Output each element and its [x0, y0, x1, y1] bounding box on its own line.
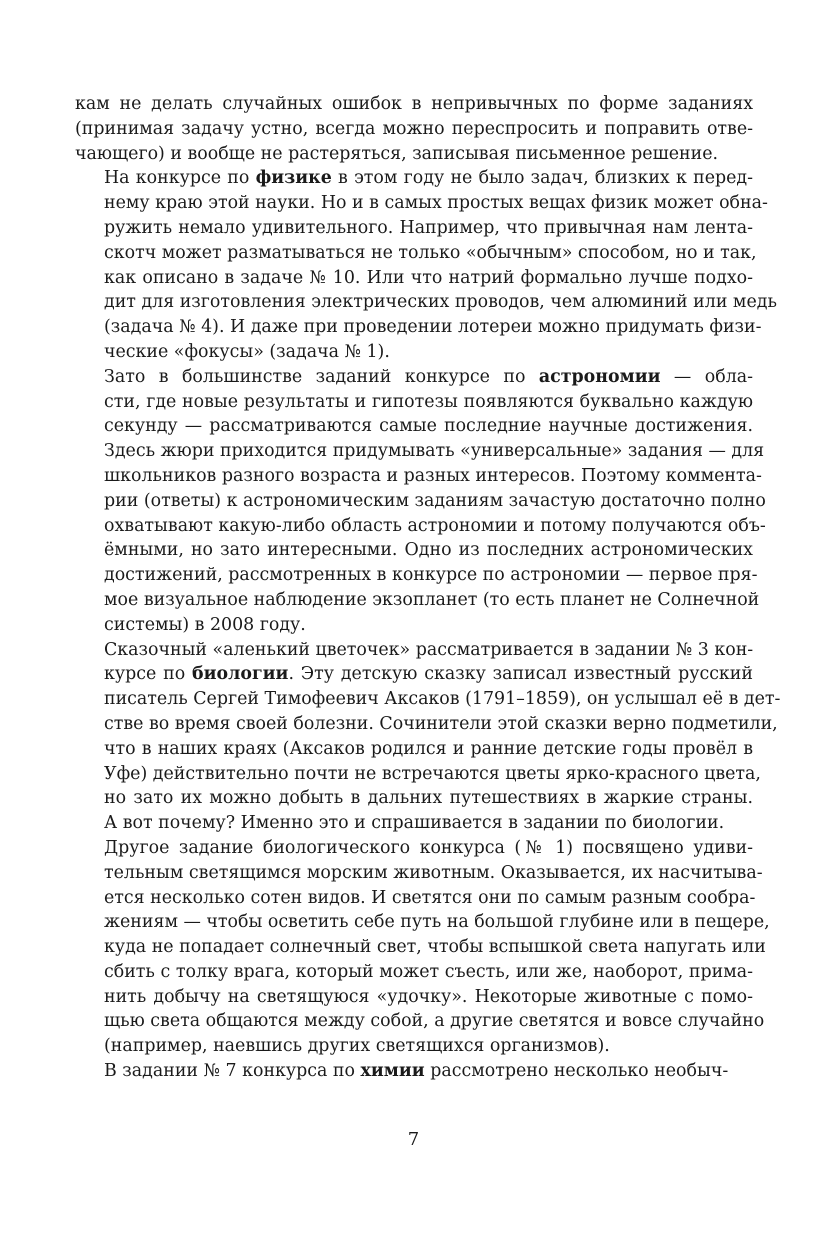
- text-line: что в наших краях (Аксаков родился и ранние детские годы провёл в: [104, 738, 753, 759]
- text-line: Другое задание биологического конкурса (№ 1) посвящено удиви-: [104, 837, 753, 858]
- text-line: как описано в задаче № 10. Или что натрий формально лучше подхо-: [104, 267, 753, 288]
- text-line: школьников разного возраста и разных интересов. Поэтому коммента-: [104, 465, 762, 486]
- text-line: (задача № 4). И даже при проведении лотереи можно придумать физи-: [104, 317, 762, 338]
- text-line: А вот почему? Именно это и спрашивается в задании по биологии.: [104, 813, 725, 834]
- text-line: На конкурсе по физике в этом году не было задач, близких к перед-: [104, 168, 754, 189]
- text-line: Уфе) действительно почти не встречаются цветы ярко-красного цвета,: [104, 763, 761, 784]
- subject-term: астрономии: [538, 366, 661, 387]
- text-line: дит для изготовления электрических проводов, чем алюминий или медь: [104, 292, 777, 313]
- text-line: (например, наевшись других светящихся организмов).: [104, 1036, 610, 1057]
- paragraph: [75, 92, 753, 166]
- paragraph: [75, 638, 781, 836]
- text-line: (принимая задачу устно, всегда можно переспросить и поправить отве-: [75, 118, 753, 139]
- text-line: щью света общаются между собой, а другие светятся и вовсе случайно: [104, 1011, 765, 1032]
- text-line: Сказочный «аленький цветочек» рассматривается в задании № 3 кон-: [104, 639, 754, 660]
- text-line: нему краю этой науки. Но и в самых простых вещах физик может обна-: [104, 193, 768, 214]
- text-line: Зато в большинстве заданий конкурсе по астрономии — обла-: [104, 366, 753, 387]
- paragraph: [75, 1059, 753, 1084]
- text-line: достижений, рассмотренных в конкурсе по астрономии — первое пря-: [104, 565, 758, 586]
- text-line: чающего) и вообще не растеряться, записывая письменное решение.: [75, 143, 719, 164]
- text-line: кам не делать случайных ошибок в непривычных по форме заданиях: [75, 94, 753, 114]
- text-line: В задании № 7 конкурса по химии рассмотрено несколько необыч-: [104, 1061, 729, 1082]
- text-line: секунду — рассматриваются самые последние научные достижения.: [104, 416, 753, 437]
- text-line: ёмными, но зато интересными. Одно из последних астрономических: [104, 540, 753, 561]
- paragraph: [75, 836, 770, 1059]
- paragraph: [75, 365, 766, 638]
- text-line: куда не попадает солнечный свет, чтобы вспышкой света напугать или: [104, 937, 766, 958]
- text-line: скотч может разматываться не только «обычным» способом, но и так,: [104, 242, 757, 263]
- text-line: но зато их можно добыть в дальних путешествиях в жаркие страны.: [104, 788, 753, 809]
- text-line: мое визуальное наблюдение экзопланет (то есть планет не Солнечной: [104, 589, 760, 610]
- text-line: сбить с толку врага, который может съесть, или же, наоборот, прима-: [104, 961, 753, 982]
- subject-term: биологии: [192, 664, 289, 685]
- text-line: курсе по биологии. Эту детскую сказку записал известный русский: [104, 664, 753, 685]
- text-line: системы) в 2008 году.: [104, 614, 306, 635]
- subject-term: физике: [255, 168, 332, 189]
- text-line: Здесь жюри приходится придумывать «универсальные» задания — для: [104, 441, 765, 462]
- text-line: стве во время своей болезни. Сочинители этой сказки верно подметили,: [104, 713, 778, 734]
- text-line: ружить немало удивительного. Например, что привычная нам лента-: [104, 217, 753, 238]
- text-line: сти, где новые результаты и гипотезы появляются буквально каждую: [104, 391, 753, 412]
- text-line: ется несколько сотен видов. И светятся они по самым разным сообра-: [104, 887, 756, 908]
- body-text: [75, 92, 781, 1084]
- paragraph: [75, 166, 777, 364]
- text-line: ческие «фокусы» (задача № 1).: [104, 341, 390, 362]
- text-line: рии (ответы) к астрономическим заданиям зачастую достаточно полно: [104, 490, 766, 511]
- text-line: жениям — чтобы осветить себе путь на большой глубине или в пещере,: [104, 912, 770, 933]
- text-line: писатель Сергей Тимофеевич Аксаков (1791–1859), он услышал её в дет-: [104, 689, 781, 710]
- text-line: охватывают какую-либо область астрономии и потому получаются объ-: [104, 515, 766, 536]
- subject-term: химии: [360, 1061, 425, 1082]
- text-line: тельным светящимся морским животным. Оказывается, их насчитыва-: [104, 862, 763, 883]
- text-line: нить добычу на светящуюся «удочку». Некоторые животные с помо-: [104, 986, 753, 1007]
- page-number: 7: [407, 1129, 420, 1150]
